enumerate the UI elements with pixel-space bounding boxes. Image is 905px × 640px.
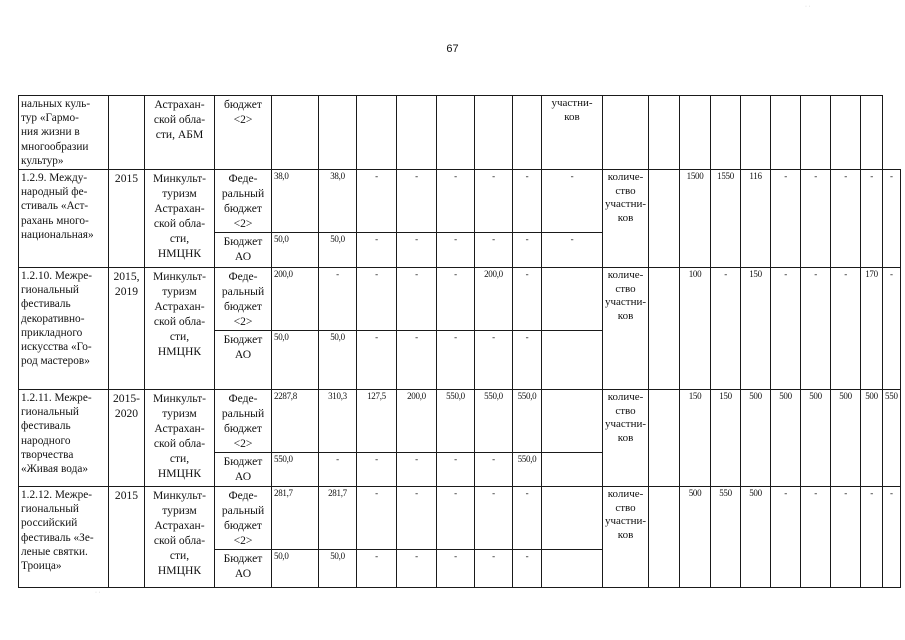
total-amount-cell: 200,0 (272, 268, 319, 331)
year-amount-cell: - (357, 487, 397, 550)
activity-name-cell: 1.2.9. Между- народный фе- стиваль «Аст- рахань много- национальная» (19, 170, 109, 268)
year-amount-cell: - (475, 487, 513, 550)
year-amount-cell (542, 268, 603, 331)
year-amount-cell: - (513, 268, 542, 331)
year-cell: 2015- 2020 (109, 390, 145, 487)
funding-source-cell: Бюджет АО (215, 550, 272, 588)
activity-row (19, 170, 901, 233)
target-value-cell: 1500 (680, 170, 711, 268)
year-amount-cell: - (513, 550, 542, 588)
year-amount-cell: - (357, 453, 397, 487)
year-amount-cell: - (357, 233, 397, 268)
activity-row (19, 487, 901, 550)
page-number: 67 (446, 43, 459, 55)
year-amount-cell: - (397, 268, 437, 331)
target-value-cell: - (771, 487, 801, 588)
program-activities-table (18, 95, 901, 588)
year-amount-cell: - (397, 550, 437, 588)
year-amount-cell (542, 331, 603, 390)
scan-speck: · · (805, 4, 811, 10)
target-cell (711, 96, 741, 170)
target-cell (649, 96, 680, 170)
year-amount-cell: - (437, 487, 475, 550)
year-amount-cell: - (542, 233, 603, 268)
total-amount-cell: 2287,8 (272, 390, 319, 453)
year-amount-cell: - (397, 170, 437, 233)
funding-source-cell: Феде- ральный бюджет <2> (215, 390, 272, 453)
activity-row (19, 268, 901, 331)
target-value-cell: 500 (680, 487, 711, 588)
year-amount-cell: - (319, 268, 357, 331)
year-amount-cell: - (513, 487, 542, 550)
year-amount-cell (542, 453, 603, 487)
year-amount-cell: - (437, 268, 475, 331)
year-amount-cell: - (437, 550, 475, 588)
funding-source-cell: Бюджет АО (215, 331, 272, 390)
target-cell (801, 96, 831, 170)
target-value-cell: - (711, 268, 741, 390)
target-cell (741, 96, 771, 170)
executor-cell: Минкульт- туризм Астрахан- ской обла- сти, НМЦНК (145, 170, 215, 268)
target-value-cell (649, 170, 680, 268)
target-value-cell: - (801, 268, 831, 390)
year-cell: 2015 (109, 170, 145, 268)
total-amount-cell: 38,0 (272, 170, 319, 233)
year-amount-cell: - (437, 453, 475, 487)
year-amount-cell: 127,5 (357, 390, 397, 453)
year-amount-cell: - (542, 170, 603, 233)
target-value-cell: - (831, 268, 861, 390)
year-amount-cell (542, 550, 603, 588)
funding-source-cell: Бюджет АО (215, 453, 272, 487)
target-value-cell (649, 268, 680, 390)
activity-name-cell: нальных куль- тур «Гармо- ния жизни в многообразии культур» (19, 96, 109, 170)
funding-source-cell: Феде- ральный бюджет <2> (215, 487, 272, 550)
year-amount-cell: - (397, 487, 437, 550)
target-value-cell: 100 (680, 268, 711, 390)
funding-source-cell: Феде- ральный бюджет <2> (215, 170, 272, 233)
target-value-cell: - (771, 170, 801, 268)
target-cell (831, 96, 861, 170)
year-amount-cell: - (513, 331, 542, 390)
indicator-cell: количе- ство участни- ков (603, 170, 649, 268)
target-value-cell: 150 (680, 390, 711, 487)
year-amount-cell: 281,7 (319, 487, 357, 550)
year-amount-cell: 50,0 (319, 550, 357, 588)
funding-source-cell: Феде- ральный бюджет <2> (215, 268, 272, 331)
target-value-cell: 500 (771, 390, 801, 487)
year-amount-cell: 38,0 (319, 170, 357, 233)
total-amount-cell: 50,0 (272, 331, 319, 390)
year-amount-cell: 50,0 (319, 331, 357, 390)
target-value-cell: 500 (831, 390, 861, 487)
target-value-cell: - (801, 487, 831, 588)
target-value-cell: 500 (801, 390, 831, 487)
year-amount-cell: - (437, 233, 475, 268)
target-value-cell: 1550 (711, 170, 741, 268)
amount-cell (397, 96, 437, 170)
year-amount-cell: - (397, 331, 437, 390)
activity-name-cell: 1.2.10. Межре- гиональный фестиваль декоративно- прикладного искусства «Го- род мастеров» (19, 268, 109, 390)
year-amount-cell: - (475, 453, 513, 487)
executor-cell: Астрахан- ской обла- сти, АБМ (145, 96, 215, 170)
year-amount-cell: 200,0 (475, 268, 513, 331)
target-cell (603, 96, 649, 170)
year-amount-cell (542, 487, 603, 550)
target-cell (771, 96, 801, 170)
year-amount-cell: - (513, 170, 542, 233)
target-value-cell: - (861, 170, 883, 268)
funding-source-cell: бюджет <2> (215, 96, 272, 170)
target-value-cell: - (831, 170, 861, 268)
year-amount-cell: 50,0 (319, 233, 357, 268)
year-amount-cell: - (397, 233, 437, 268)
amount-cell (319, 96, 357, 170)
target-value-cell: - (883, 487, 901, 588)
target-value-cell: - (771, 268, 801, 390)
target-value-cell (649, 487, 680, 588)
executor-cell: Минкульт- туризм Астрахан- ской обла- сти, НМЦНК (145, 268, 215, 390)
year-amount-cell: 200,0 (397, 390, 437, 453)
target-cell (680, 96, 711, 170)
activity-name-cell: 1.2.12. Межре- гиональный российский фестиваль «Зе- леные святки. Троица» (19, 487, 109, 588)
funding-source-cell: Бюджет АО (215, 233, 272, 268)
executor-cell: Минкульт- туризм Астрахан- ской обла- сти, НМЦНК (145, 487, 215, 588)
year-amount-cell: - (513, 233, 542, 268)
year-amount-cell (542, 390, 603, 453)
indicator-cell: количе- ство участни- ков (603, 487, 649, 588)
year-amount-cell: - (357, 268, 397, 331)
activity-row (19, 390, 901, 453)
year-cell (109, 96, 145, 170)
indicator-cell: количе- ство участни- ков (603, 390, 649, 487)
activity-name-cell: 1.2.11. Межре- гиональный фестиваль народного творчества «Живая вода» (19, 390, 109, 487)
year-cell: 2015 (109, 487, 145, 588)
year-amount-cell: 550,0 (513, 453, 542, 487)
target-value-cell: - (801, 170, 831, 268)
year-amount-cell: - (357, 331, 397, 390)
target-value-cell (649, 390, 680, 487)
target-value-cell: 116 (741, 170, 771, 268)
year-amount-cell: - (475, 550, 513, 588)
indicator-cell: количе- ство участни- ков (603, 268, 649, 390)
year-amount-cell: - (437, 331, 475, 390)
target-value-cell: - (883, 268, 901, 390)
target-value-cell: 500 (861, 390, 883, 487)
target-value-cell: 550 (883, 390, 901, 487)
target-value-cell: - (883, 170, 901, 268)
target-value-cell: - (831, 487, 861, 588)
amount-cell (513, 96, 542, 170)
year-amount-cell: - (437, 170, 475, 233)
amount-cell (437, 96, 475, 170)
target-value-cell: 170 (861, 268, 883, 390)
year-amount-cell: - (475, 233, 513, 268)
year-amount-cell: - (397, 453, 437, 487)
carry-over-row (19, 96, 901, 170)
indicator-cell: участни- ков (542, 96, 603, 170)
year-amount-cell: 550,0 (513, 390, 542, 453)
target-value-cell: 500 (741, 390, 771, 487)
total-amount-cell: 281,7 (272, 487, 319, 550)
year-amount-cell: - (319, 453, 357, 487)
year-amount-cell: 550,0 (437, 390, 475, 453)
target-value-cell: 500 (741, 487, 771, 588)
total-amount-cell: 50,0 (272, 233, 319, 268)
year-amount-cell: - (357, 550, 397, 588)
year-amount-cell: - (475, 331, 513, 390)
scan-speck: · · (95, 590, 101, 596)
target-cell (861, 96, 883, 170)
total-amount-cell: 550,0 (272, 453, 319, 487)
amount-cell (357, 96, 397, 170)
executor-cell: Минкульт- туризм Астрахан- ской обла- сти, НМЦНК (145, 390, 215, 487)
target-value-cell: - (861, 487, 883, 588)
target-value-cell: 550 (711, 487, 741, 588)
target-value-cell: 150 (711, 390, 741, 487)
year-cell: 2015, 2019 (109, 268, 145, 390)
year-amount-cell: 550,0 (475, 390, 513, 453)
total-amount-cell: 50,0 (272, 550, 319, 588)
year-amount-cell: - (475, 170, 513, 233)
target-value-cell: 150 (741, 268, 771, 390)
year-amount-cell: - (357, 170, 397, 233)
amount-cell (475, 96, 513, 170)
year-amount-cell: 310,3 (319, 390, 357, 453)
amount-cell (272, 96, 319, 170)
